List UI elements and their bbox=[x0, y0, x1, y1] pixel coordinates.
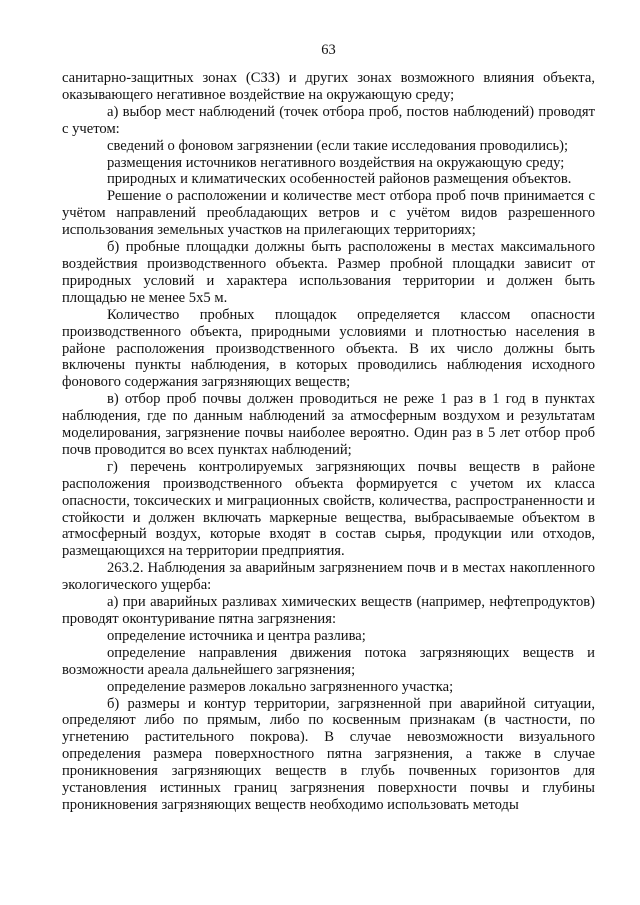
paragraph: в) отбор проб почвы должен проводиться не реже 1 раз в 1 год в пунктах наблюдения, где по данным наблюдений за атмосферным воздухом и результатам моделирования, загрязнение почвы наиболее вероятно. Один раз в 5 лет отбор проб почв проводится во всех пунктах наблюдений; bbox=[62, 391, 595, 458]
paragraph: сведений о фоновом загрязнении (если такие исследования проводились); bbox=[107, 137, 569, 154]
paragraph: определение источника и центра разлива; bbox=[107, 627, 366, 644]
paragraph: природных и климатических особенностей районов размещения объектов. bbox=[107, 171, 572, 188]
paragraph: г) перечень контролируемых загрязняющих почвы веществ в районе расположения производственного объекта формируется с учетом их класса опасности, токсических и миграционных свойств, количества, распространенности и стойкости и должен включать маркерные вещества, выбрасываемые объектом в атмосферный воздух, которые входят в состав сырья, продукции или отходов, размещающихся на территории предприятия. bbox=[62, 458, 595, 560]
paragraph: санитарно-защитных зонах (СЗЗ) и других зонах возможного влияния объекта, оказывающего негативное воздействие на окружающую среду; bbox=[62, 70, 595, 103]
paragraph: а) выбор мест наблюдений (точек отбора проб, постов наблюдений) проводят с учетом: bbox=[62, 103, 595, 137]
paragraph: 263.2. Наблюдения за аварийным загрязнением почв и в местах накопленного экологического ущерба: bbox=[62, 560, 595, 594]
paragraph: Количество пробных площадок определяется классом опасности производственного объекта, природными условиями и плотностью населения в районе расположения производственного объекта. В их число должны быть включены пункты наблюдения, в которых проводились наблюдения исходного фонового содержания загрязняющих веществ; bbox=[62, 306, 595, 391]
page-number: 63 bbox=[321, 42, 336, 58]
paragraph: размещения источников негативного воздействия на окружающую среду; bbox=[107, 154, 565, 171]
paragraph: а) при аварийных разливах химических веществ (например, нефтепродуктов) проводят оконтуривание пятна загрязнения: bbox=[62, 594, 595, 627]
paragraph: определение размеров локально загрязненного участка; bbox=[107, 678, 454, 695]
paragraph: б) размеры и контур территории, загрязненной при аварийной ситуации, определяют либо по прямым, либо по косвенным признакам (в частности, по угнетению растительного покрова). В случае невозможности визуального определения размера поверхностного пятна загрязнения, а также в случае проникновения загрязняющих веществ в глубь почвенных горизонтов для установления истинных границ загрязнения поверхности почвы и глубины проникновения загрязняющих веществ необходимо использовать методы bbox=[62, 695, 595, 813]
paragraph: определение направления движения потока загрязняющих веществ и возможности ареала дальнейшего загрязнения; bbox=[62, 644, 595, 678]
document-body bbox=[62, 70, 595, 814]
paragraph: Решение о расположении и количестве мест отбора проб почв принимается с учётом направлений преобладающих ветров и с учётом видов разрешенного использования земельных участков на прилегающих территориях; bbox=[62, 188, 595, 239]
paragraph: б) пробные площадки должны быть расположены в местах максимального воздействия производственного объекта. Размер пробной площадки зависит от природных условий и характера использования территории и должен быть площадью не менее 5х5 м. bbox=[62, 239, 595, 306]
